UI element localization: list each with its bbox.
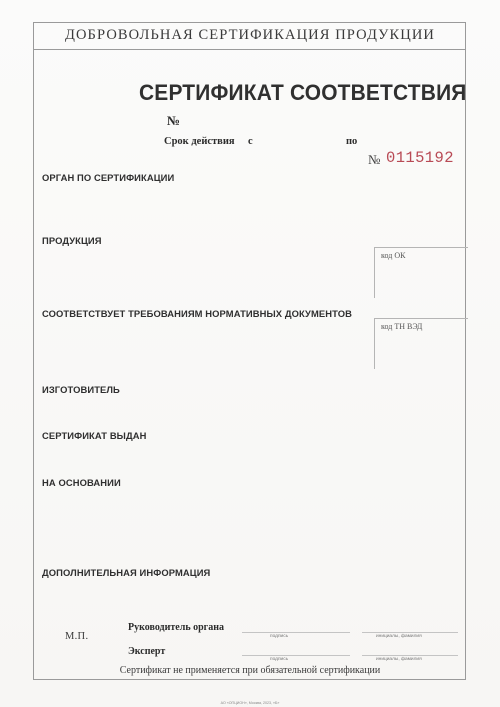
validity-to-label: по [346, 136, 358, 147]
head-initials-line [362, 632, 458, 633]
expert-signature-hint: подпись [270, 657, 289, 662]
header-rule [33, 49, 466, 50]
head-signature-hint: подпись [270, 634, 289, 639]
printer-imprint: АО «ОПЦИОН», Москва, 2023, «Б» [220, 701, 280, 705]
head-initials-hint: инициалы, фамилия [376, 634, 422, 639]
header-title: ДОБРОВОЛЬНАЯ СЕРТИФИКАЦИЯ ПРОДУКЦИИ [64, 27, 435, 43]
field-basis: НА ОСНОВАНИИ [42, 477, 121, 488]
tn-ved-code-box [374, 318, 468, 369]
validity-from-label: с [248, 136, 253, 147]
footer-note: Сертификат не применяется при обязательной сертификации [119, 665, 381, 676]
expert-initials-line [362, 655, 458, 656]
tn-ved-code-label: код ТН ВЭД [381, 322, 423, 331]
head-signature-line [242, 632, 350, 633]
expert-signature-line [242, 655, 350, 656]
expert-label: Эксперт [128, 646, 166, 657]
head-label: Руководитель органа [128, 622, 224, 633]
field-manufacturer: ИЗГОТОВИТЕЛЬ [42, 384, 120, 395]
serial-prefix: № [368, 152, 381, 167]
field-certification-body: ОРГАН ПО СЕРТИФИКАЦИИ [42, 172, 175, 183]
validity-label: Срок действия [164, 136, 235, 147]
field-product: ПРОДУКЦИЯ [42, 235, 102, 246]
ok-code-box [374, 247, 468, 298]
ok-code-label: код ОК [381, 251, 406, 260]
stamp-label: М.П. [65, 631, 89, 642]
field-complies: СООТВЕТСТВУЕТ ТРЕБОВАНИЯМ НОРМАТИВНЫХ ДОКУМЕНТОВ [42, 308, 352, 319]
serial-number: 0115192 [386, 149, 454, 167]
field-additional-info: ДОПОЛНИТЕЛЬНАЯ ИНФОРМАЦИЯ [42, 567, 211, 578]
expert-initials-hint: инициалы, фамилия [376, 657, 422, 662]
certificate-title: СЕРТИФИКАТ СООТВЕТСТВИЯ [139, 80, 467, 105]
field-issued-to: СЕРТИФИКАТ ВЫДАН [42, 430, 147, 441]
number-label: № [167, 113, 181, 128]
